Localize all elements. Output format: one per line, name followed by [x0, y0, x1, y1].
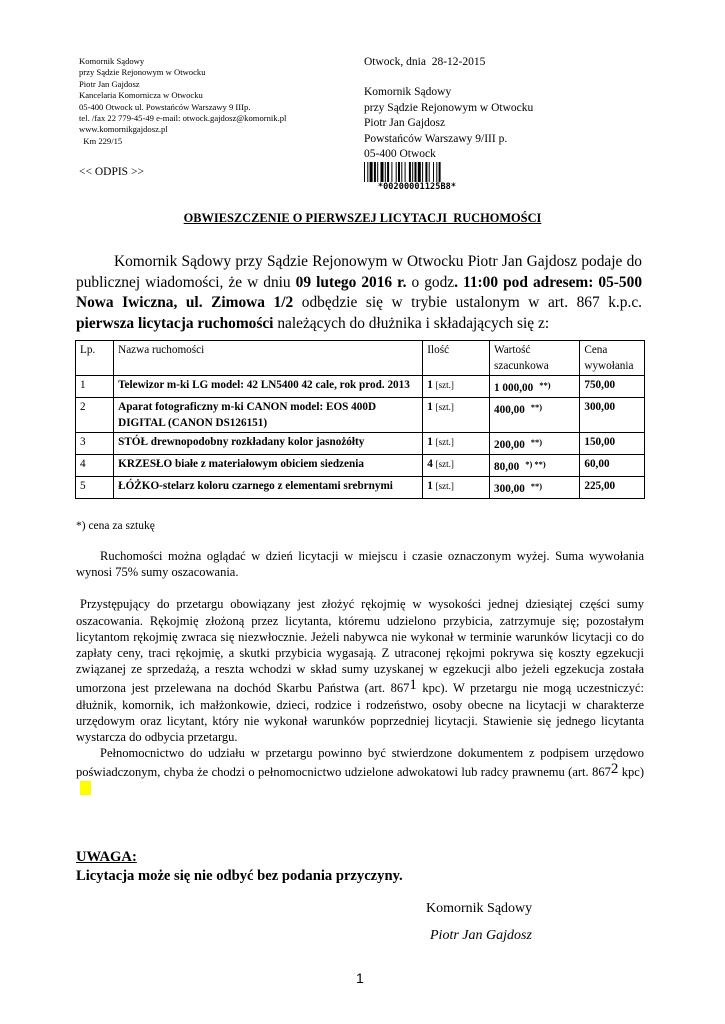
cell-name: KRZESŁO białe z materiałowym obiciem siedzenia [114, 455, 423, 477]
recipient-line: Powstańców Warszawy 9/III p. [364, 132, 508, 145]
auction-time-address: . 11:00 pod adresem: 05-500 Nowa Iwiczna, ul. Zimowa 1/2 [76, 273, 643, 312]
cell-qty [423, 433, 490, 455]
footnote: *) cena za sztukę [76, 520, 155, 532]
cell-value [490, 398, 580, 433]
cell-name: ŁÓŻKO-stelarz koloru czarnego z elementami srebrnymi [114, 477, 423, 499]
deposit-text: kpc). W przetargu nie mogą uczestniczyć: dłużnik, komornik, ich małżonkowie, dzieci, rodzice i rodzeństwo, osoby obecne na licytacji w charakterze urzędowym oraz licytant, który nie wykonał warunków poprzedniej licytacji. Stawienie się jednego licytanta wystarcza do odbycia przetargu. [76, 681, 645, 745]
notice [76, 848, 403, 886]
notice-heading: UWAGA: [76, 849, 137, 865]
qty-unit: [szt.] [435, 380, 454, 390]
value-amount: 200,00 [494, 439, 525, 451]
cell-value [490, 433, 580, 455]
place-date: Otwock, dnia 28-12-2015 [364, 56, 486, 68]
header-lp: Lp. [76, 341, 114, 376]
intro-text: odbędzie się w trybie ustalonym w art. 867 k.p.c. [293, 294, 643, 312]
sender-line: www.komornikgajdosz.pl [79, 124, 168, 135]
table-row [76, 398, 645, 433]
deposit-text: Przystępujący do przetargu obowiązany jest złożyć rękojmię w wysokości jednej dziesiątej części sumy oszacowania. Rękojmię złożoną przez licytanta, któremu udzielono przybicia, zatrzymuje się; pozostałym licytantom rękojmię zwraca się niezwłocznie. Jeżeli nabywca nie wykonał w terminie warunków licytacji co do zapłaty ceny, traci rękojmię, a skutki przybicia wygasają. Z utraconej rękojmi pokrywa się koszty egzekucji związanej ze sprzedażą, a reszta wchodzi w skład sumy uzyskanej w egzekucji albo jeżeli egzekucja została umorzona jest przelewana na dochód Skarbu Państwa (art. 867 [76, 597, 644, 696]
proxy-paragraph [76, 745, 644, 797]
viewing-paragraph: Ruchomości można oglądać w dzień licytacji w miejscu i czasie oznaczonym wyżej. Suma wywołania wynosi 75% sumy oszacowania. [76, 549, 644, 580]
table-row [76, 477, 645, 499]
sender-line: Komornik Sądowy [79, 56, 145, 66]
sender-line: Km 229/15 [79, 135, 123, 146]
header-name: Nazwa ruchomości [114, 341, 423, 376]
article-superscript: 2 [610, 761, 619, 778]
value-amount: 1 000,00 [494, 382, 534, 394]
cell-name: Aparat fotograficzny m-ki CANON model: EOS 400D DIGITAL (CANON DS126151) [114, 398, 423, 433]
cell-value [490, 376, 580, 398]
qty-unit: [szt.] [435, 437, 454, 447]
proxy-text: kpc) [618, 765, 644, 780]
value-mark: **) [539, 380, 551, 390]
qty-value: 1 [427, 379, 433, 391]
recipient-line: 05-400 Otwock [364, 148, 436, 161]
header-value-line: szacunkowa [494, 360, 549, 372]
recipient-line: przy Sądzie Rejonowym w Otwocku [364, 101, 534, 114]
cell-lp: 5 [76, 477, 114, 499]
sender-line: przy Sądzie Rejonowym w Otwocku [79, 67, 206, 78]
recipient-address [364, 85, 533, 163]
qty-unit: [szt.] [435, 402, 454, 412]
notice-text: Licytacja może się nie odbyć bez podania przyczyny. [76, 868, 403, 884]
value-amount: 300,00 [494, 483, 525, 495]
value-mark: **) [530, 481, 543, 491]
document-title-text: OBWIESZCZENIE O PIERWSZEJ LICYTACJI RUCHOMOŚCI [183, 211, 542, 225]
qty-unit: [szt.] [435, 481, 454, 491]
intro-paragraph [76, 252, 642, 334]
cell-name: STÓŁ drewnopodobny rozkładany kolor jasnożółty [114, 433, 423, 455]
cell-qty [423, 477, 490, 499]
cell-price: 750,00 [580, 376, 645, 398]
terms-text [76, 548, 644, 797]
page-number: 1 [356, 970, 364, 986]
qty-value: 1 [427, 480, 433, 492]
cell-price: 225,00 [580, 477, 645, 499]
sender-line: Kancelaria Komornicza w Otwocku [79, 90, 203, 101]
value-mark: **) [530, 402, 543, 412]
qty-value: 1 [427, 436, 433, 448]
cell-price: 60,00 [580, 455, 645, 477]
barcode [364, 162, 470, 192]
table-row [76, 455, 645, 477]
cell-price: 150,00 [580, 433, 645, 455]
intro-text: o godz [406, 273, 455, 291]
value-amount: 400,00 [494, 404, 525, 416]
recipient-line: Piotr Jan Gajdosz [364, 117, 446, 130]
qty-unit: [szt.] [435, 459, 454, 469]
items-table [75, 340, 645, 499]
sender-address [79, 56, 349, 147]
qty-value: 4 [427, 458, 433, 470]
deposit-paragraph [76, 596, 644, 745]
qty-value: 1 [427, 401, 433, 413]
sender-line: tel. /fax 22 779-45-49 e-mail: otwock.gajdosz@komornik.pl [79, 113, 287, 124]
value-mark: *) **) [525, 459, 546, 469]
table-row [76, 433, 645, 455]
table-row [76, 376, 645, 398]
cell-qty [423, 376, 490, 398]
auction-date: 09 lutego 2016 r. [295, 273, 407, 291]
header-qty: Ilość [423, 341, 490, 376]
intro-text: Komornik Sądowy przy Sądzie Rejonowym w Otwocku Piotr Jan Gajdosz podaje do publicznej wiadomości, że w dniu [76, 253, 642, 291]
cell-price: 300,00 [580, 398, 645, 433]
cell-qty [423, 398, 490, 433]
cell-name: Telewizor m-ki LG model: 42 LN5400 42 cale, rok prod. 2013 [114, 376, 423, 398]
cell-lp: 2 [76, 398, 114, 433]
header-price [580, 341, 645, 376]
auction-type: pierwsza licytacja ruchomości [76, 314, 274, 332]
article-superscript: 1 [409, 677, 417, 694]
sender-line: Piotr Jan Gajdosz [79, 78, 140, 89]
sender-line: 05-400 Otwock ul. Powstańców Warszawy 9 IIIp. [79, 101, 251, 112]
signature-title: Komornik Sądowy [426, 901, 533, 916]
intro-text: należących do dłużnika i składających się z: [273, 314, 550, 332]
value-mark: **) [530, 437, 543, 447]
barcode-bars [364, 162, 470, 182]
cell-qty [423, 455, 490, 477]
cell-lp: 1 [76, 376, 114, 398]
cell-lp: 3 [76, 433, 114, 455]
header-price-line: wywołania [584, 360, 634, 372]
cell-lp: 4 [76, 455, 114, 477]
cell-value [490, 455, 580, 477]
highlight-mark [80, 781, 91, 795]
copy-label: << ODPIS >> [79, 166, 144, 178]
recipient-line: Komornik Sądowy [364, 86, 452, 98]
header-price-line: Cena [584, 344, 608, 356]
header-value-line: Wartość [494, 344, 531, 356]
header-value [490, 341, 580, 376]
table-header-row [76, 341, 645, 376]
document-title [0, 211, 725, 226]
cell-value [490, 477, 580, 499]
proxy-text: Pełnomocnictwo do udziału w przetargu powinno być stwierdzone dokumentem z podpisem urzędowo poświadczonym, chyba że chodzi o pełnomocnictwo udzielone adwokatowi lub radcy prawnemu (art. 867 [76, 746, 644, 780]
signature-name: Piotr Jan Gajdosz [430, 928, 532, 943]
value-amount: 80,00 [494, 461, 520, 473]
barcode-text: *00200001125B8* [377, 182, 457, 192]
